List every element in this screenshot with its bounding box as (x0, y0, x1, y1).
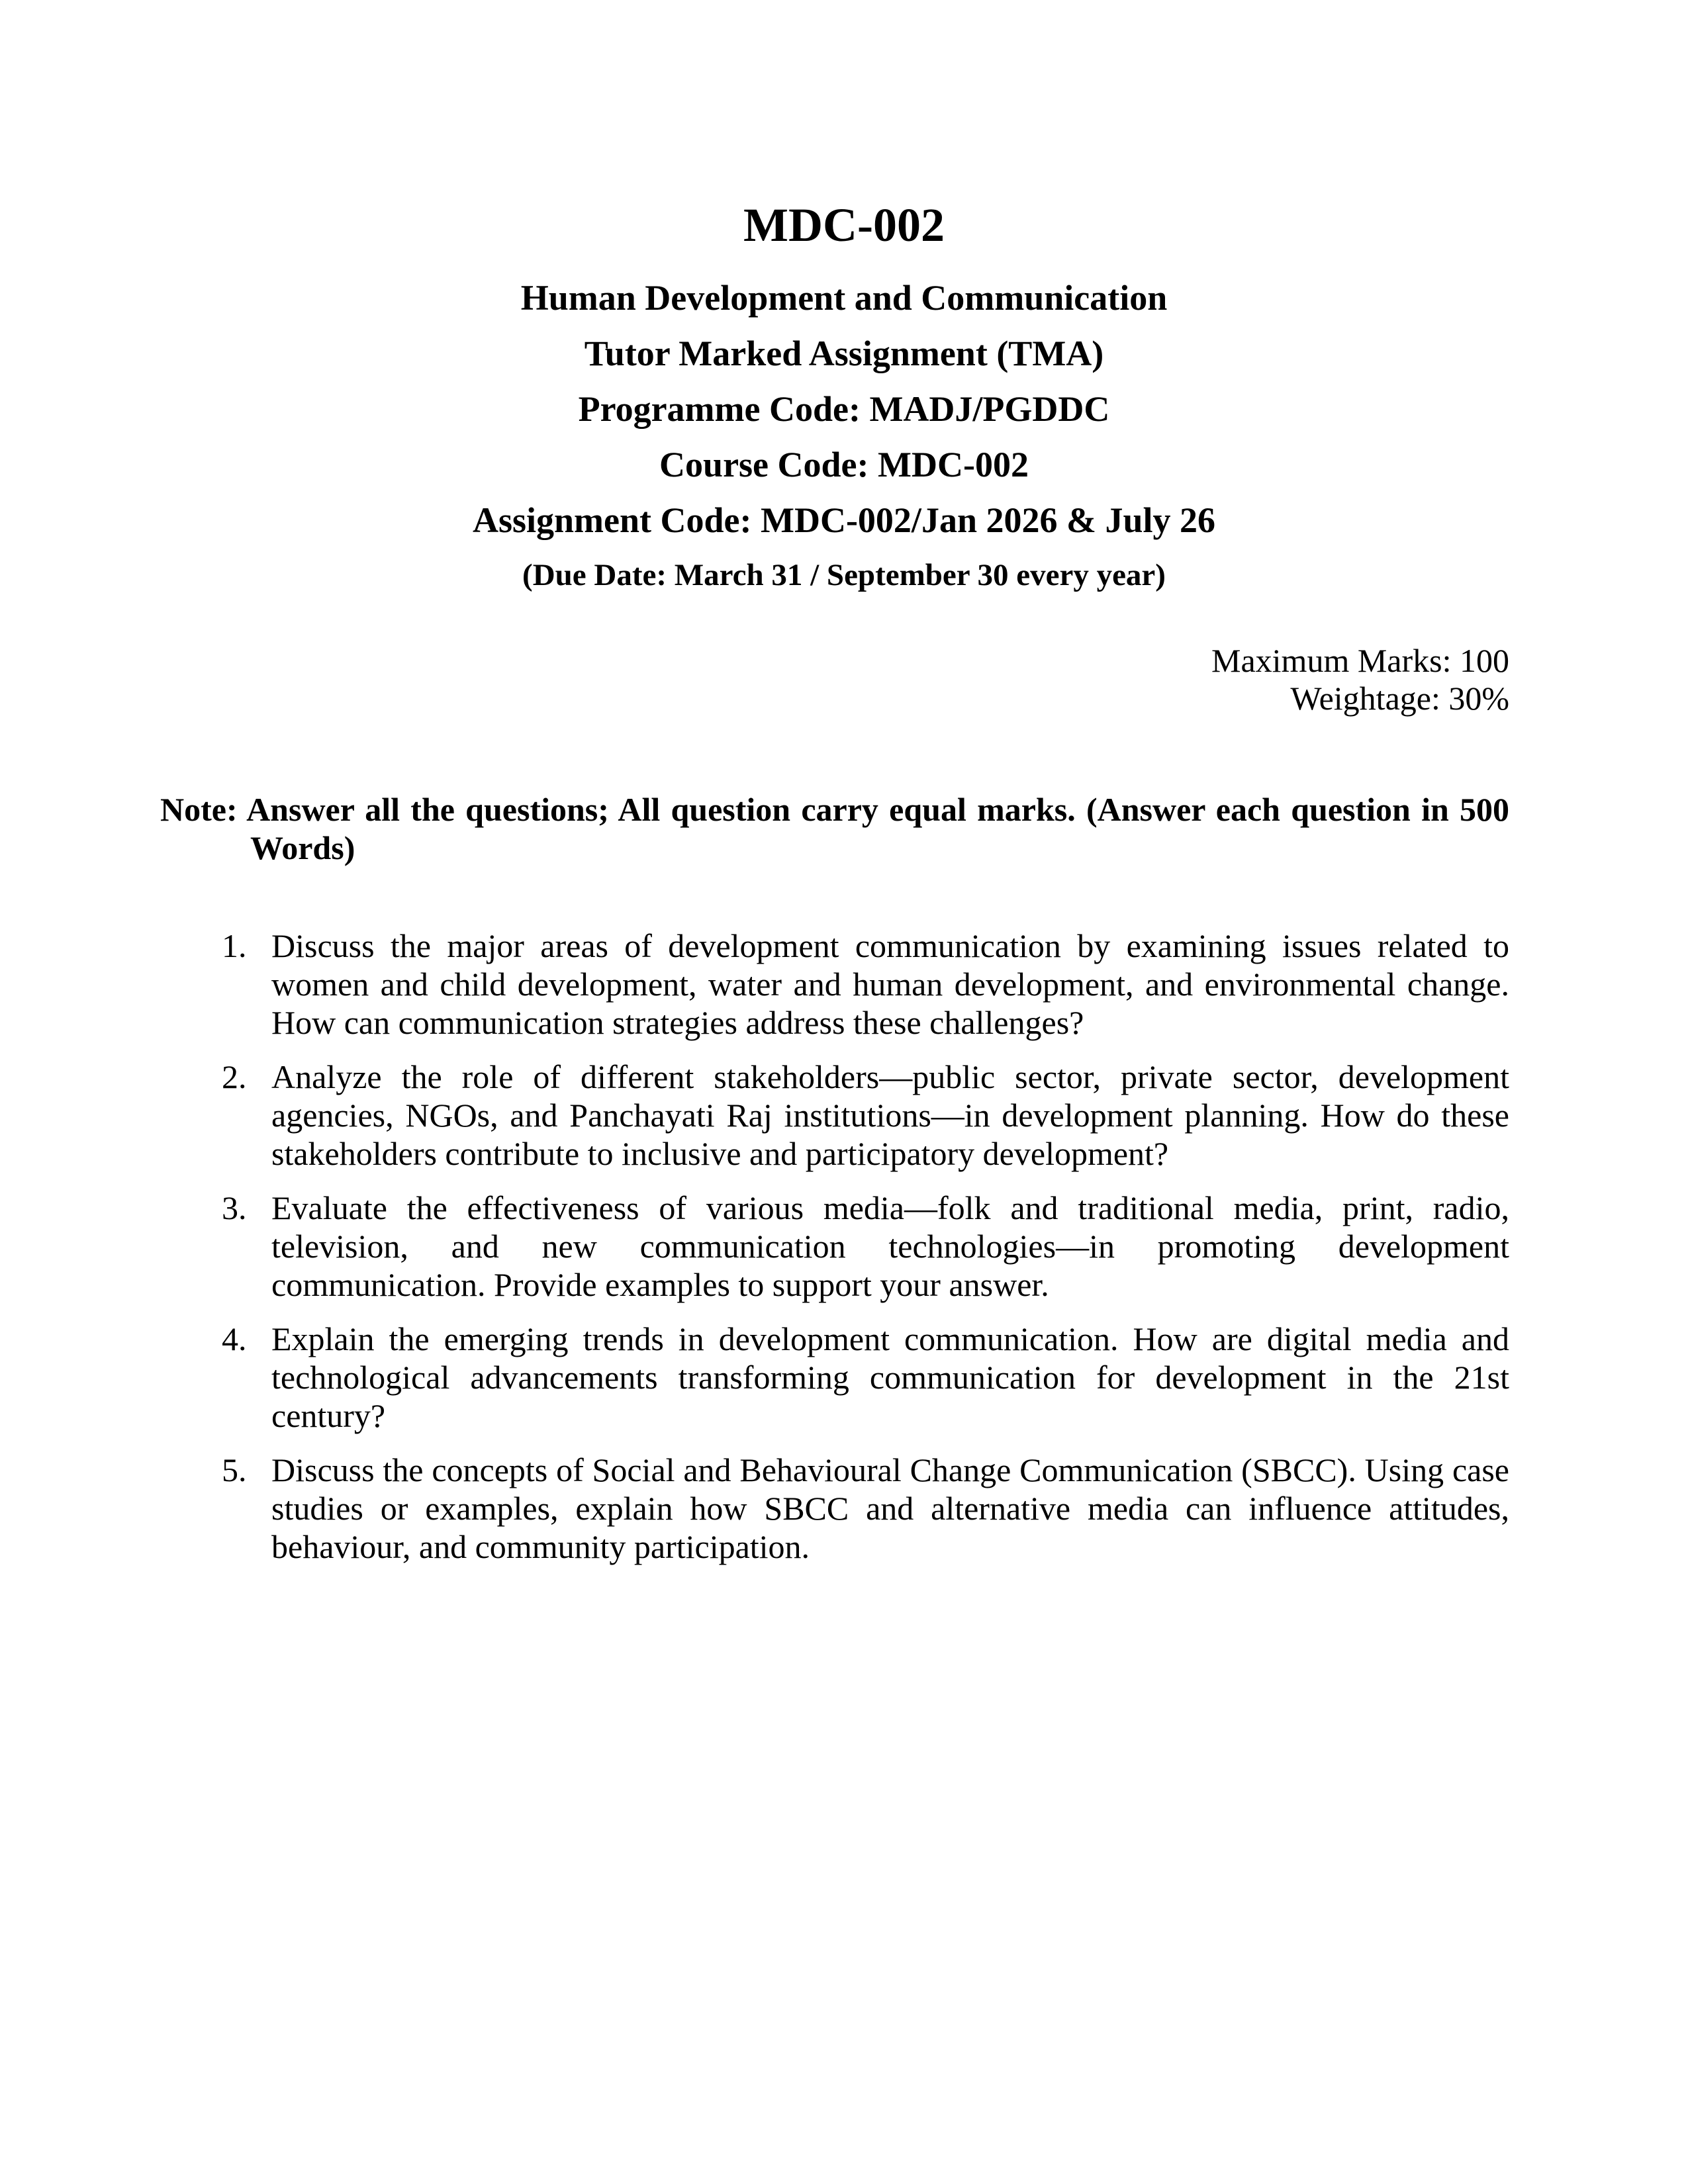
question-item-4 (222, 1320, 1509, 1435)
due-date-line: (Due Date: March 31 / September 30 every year) (522, 558, 1166, 592)
question-item-3 (222, 1189, 1509, 1304)
question-text: Explain the emerging trends in development communication. How are digital media and technological advancements transforming communication for development in the 21st century? (271, 1320, 1509, 1434)
question-text: Discuss the major areas of development communication by examining issues related to women and child development, water and human development, and environmental change. How can communication strategies address these challenges? (271, 927, 1509, 1041)
note-line: Note: Answer all the questions; All question carry equal marks. (Answer each question in 500 Words) (160, 791, 1509, 866)
question-text: Discuss the concepts of Social and Behavioural Change Communication (SBCC). Using case studies or examples, explain how SBCC and alternative media can influence attitudes, behaviour, and community participation. (271, 1451, 1509, 1565)
assignment-type-title: Tutor Marked Assignment (TMA) (584, 334, 1104, 373)
question-number: 3. (222, 1189, 247, 1226)
maximum-marks-line: Maximum Marks: 100 (1211, 642, 1509, 679)
question-text: Evaluate the effectiveness of various media—folk and traditional media, print, radio, television, and new communication technologies—in promoting development communication. Provide examples to support your answer. (271, 1189, 1509, 1303)
question-text: Analyze the role of different stakeholders—public sector, private sector, development agencies, NGOs, and Panchayati Raj institutions—in development planning. How do these stakeholders contribute to inclusive and participatory development? (271, 1058, 1509, 1172)
marks-block (0, 642, 1509, 717)
question-item-1 (222, 927, 1509, 1042)
question-number: 1. (222, 927, 247, 964)
question-number: 4. (222, 1320, 247, 1357)
document-title: MDC-002 (743, 199, 945, 251)
question-number: 5. (222, 1451, 247, 1488)
programme-code-line: Programme Code: MADJ/PGDDC (578, 389, 1110, 429)
questions-list (0, 927, 1688, 1566)
question-number: 2. (222, 1058, 247, 1095)
course-code-line: Course Code: MDC-002 (659, 445, 1029, 484)
course-title: Human Development and Communication (520, 278, 1168, 318)
question-item-5 (222, 1451, 1509, 1566)
weightage-line: Weightage: 30% (1290, 680, 1509, 717)
question-item-2 (222, 1058, 1509, 1173)
assignment-code-line: Assignment Code: MDC-002/Jan 2026 & July 26 (472, 500, 1215, 540)
